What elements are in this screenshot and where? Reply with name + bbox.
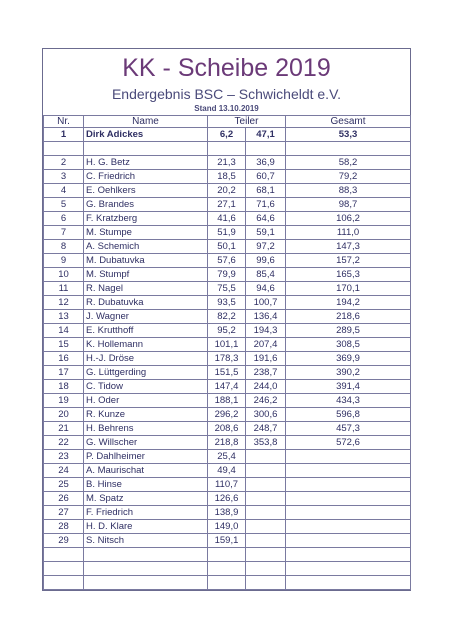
cell-teiler-2: 300,6 <box>246 408 286 422</box>
cell-teiler-2 <box>246 492 286 506</box>
cell-teiler-1: 57,6 <box>208 254 246 268</box>
table-row <box>44 268 411 282</box>
cell-teiler-1: 159,1 <box>208 534 246 548</box>
date-stand: Stand 13.10.2019 <box>194 104 259 113</box>
cell-teiler-1: 138,9 <box>208 506 246 520</box>
cell-teiler-2: 47,1 <box>246 128 286 142</box>
cell-teiler-2 <box>246 520 286 534</box>
cell-teiler-2: 99,6 <box>246 254 286 268</box>
cell-nr: 24 <box>44 464 84 478</box>
cell-nr: 4 <box>44 184 84 198</box>
cell-gesamt: 194,2 <box>286 296 411 310</box>
cell-nr: 16 <box>44 352 84 366</box>
empty-row <box>44 576 411 590</box>
cell-teiler-1: 75,5 <box>208 282 246 296</box>
cell-teiler-2: 136,4 <box>246 310 286 324</box>
cell-teiler-2 <box>246 478 286 492</box>
cell-teiler-2 <box>246 450 286 464</box>
cell-nr: 6 <box>44 212 84 226</box>
cell-gesamt: 111,0 <box>286 226 411 240</box>
cell-teiler-2: 71,6 <box>246 198 286 212</box>
cell-gesamt <box>286 520 411 534</box>
cell-gesamt <box>286 506 411 520</box>
cell-teiler-2: 60,7 <box>246 170 286 184</box>
table-row <box>44 534 411 548</box>
table-row <box>44 324 411 338</box>
cell-teiler-2: 97,2 <box>246 240 286 254</box>
cell-nr: 3 <box>44 170 84 184</box>
table-row <box>44 366 411 380</box>
cell-teiler-2: 100,7 <box>246 296 286 310</box>
cell-gesamt: 391,4 <box>286 380 411 394</box>
table-row <box>44 296 411 310</box>
cell-nr: 2 <box>44 156 84 170</box>
cell-gesamt: 157,2 <box>286 254 411 268</box>
cell-nr: 5 <box>44 198 84 212</box>
table-row <box>44 310 411 324</box>
cell-gesamt: 106,2 <box>286 212 411 226</box>
table-row <box>44 240 411 254</box>
cell-nr: 14 <box>44 324 84 338</box>
cell-name: F. Kratzberg <box>84 212 208 226</box>
cell-teiler-2: 244,0 <box>246 380 286 394</box>
cell-teiler-1: 95,2 <box>208 324 246 338</box>
cell-gesamt <box>286 464 411 478</box>
cell-nr: 18 <box>44 380 84 394</box>
cell-gesamt: 58,2 <box>286 156 411 170</box>
cell-name: Dirk Adickes <box>84 128 208 142</box>
page-title: KK - Scheibe 2019 <box>122 54 331 82</box>
cell-teiler-2: 353,8 <box>246 436 286 450</box>
table-row <box>44 422 411 436</box>
cell-nr: 13 <box>44 310 84 324</box>
cell-nr: 20 <box>44 408 84 422</box>
cell-name: E. Krutthoff <box>84 324 208 338</box>
table-row <box>44 352 411 366</box>
cell-name: R. Dubatuvka <box>84 296 208 310</box>
cell-gesamt <box>286 450 411 464</box>
header-name: Name <box>84 116 208 128</box>
cell-gesamt: 572,6 <box>286 436 411 450</box>
header-teiler: Teiler <box>208 116 286 128</box>
cell-name: K. Hollemann <box>84 338 208 352</box>
cell-name: A. Maurischat <box>84 464 208 478</box>
cell-gesamt: 147,3 <box>286 240 411 254</box>
cell-nr: 22 <box>44 436 84 450</box>
cell-name: R. Kunze <box>84 408 208 422</box>
cell-teiler-1: 218,8 <box>208 436 246 450</box>
cell-teiler-2: 59,1 <box>246 226 286 240</box>
cell-teiler-1: 147,4 <box>208 380 246 394</box>
cell-gesamt: 596,8 <box>286 408 411 422</box>
cell-teiler-2: 246,2 <box>246 394 286 408</box>
table-row <box>44 226 411 240</box>
cell-gesamt: 53,3 <box>286 128 411 142</box>
cell-teiler-2 <box>246 464 286 478</box>
table-row <box>44 198 411 212</box>
cell-gesamt <box>286 534 411 548</box>
cell-name: M. Stumpf <box>84 268 208 282</box>
cell-nr: 29 <box>44 534 84 548</box>
cell-name: E. Oehlkers <box>84 184 208 198</box>
table-row <box>44 492 411 506</box>
cell-teiler-1: 6,2 <box>208 128 246 142</box>
cell-teiler-1: 110,7 <box>208 478 246 492</box>
cell-teiler-1: 20,2 <box>208 184 246 198</box>
cell-teiler-1: 25,4 <box>208 450 246 464</box>
cell-gesamt: 170,1 <box>286 282 411 296</box>
cell-teiler-1: 79,9 <box>208 268 246 282</box>
cell-name: J. Wagner <box>84 310 208 324</box>
cell-gesamt: 457,3 <box>286 422 411 436</box>
cell-name: A. Schemich <box>84 240 208 254</box>
winner-row <box>44 128 411 142</box>
cell-teiler-2: 36,9 <box>246 156 286 170</box>
results-table <box>43 115 411 590</box>
cell-name: H. Behrens <box>84 422 208 436</box>
table-row <box>44 156 411 170</box>
spacer-row <box>44 142 411 156</box>
cell-teiler-2: 248,7 <box>246 422 286 436</box>
cell-gesamt: 289,5 <box>286 324 411 338</box>
empty-row <box>44 548 411 562</box>
cell-name: F. Friedrich <box>84 506 208 520</box>
cell-nr: 21 <box>44 422 84 436</box>
cell-gesamt: 98,7 <box>286 198 411 212</box>
cell-teiler-2: 94,6 <box>246 282 286 296</box>
cell-teiler-1: 151,5 <box>208 366 246 380</box>
cell-nr: 17 <box>44 366 84 380</box>
cell-teiler-1: 93,5 <box>208 296 246 310</box>
cell-teiler-2: 207,4 <box>246 338 286 352</box>
header-gesamt: Gesamt <box>286 116 411 128</box>
results-sheet <box>42 48 411 591</box>
cell-teiler-1: 101,1 <box>208 338 246 352</box>
cell-teiler-2: 238,7 <box>246 366 286 380</box>
cell-nr: 25 <box>44 478 84 492</box>
cell-name: G. Brandes <box>84 198 208 212</box>
cell-nr: 7 <box>44 226 84 240</box>
cell-teiler-2: 85,4 <box>246 268 286 282</box>
table-row <box>44 520 411 534</box>
cell-name: M. Stumpe <box>84 226 208 240</box>
cell-teiler-2: 194,3 <box>246 324 286 338</box>
cell-name: H. Oder <box>84 394 208 408</box>
cell-nr: 1 <box>44 128 84 142</box>
cell-teiler-1: 126,6 <box>208 492 246 506</box>
table-row <box>44 184 411 198</box>
cell-teiler-1: 41,6 <box>208 212 246 226</box>
cell-nr: 28 <box>44 520 84 534</box>
cell-nr: 8 <box>44 240 84 254</box>
cell-nr: 19 <box>44 394 84 408</box>
header-nr: Nr. <box>44 116 84 128</box>
cell-name: H.-J. Dröse <box>84 352 208 366</box>
table-row <box>44 380 411 394</box>
cell-teiler-1: 82,2 <box>208 310 246 324</box>
table-row <box>44 464 411 478</box>
cell-teiler-1: 178,3 <box>208 352 246 366</box>
cell-teiler-2: 64,6 <box>246 212 286 226</box>
table-row <box>44 450 411 464</box>
cell-name: G. Willscher <box>84 436 208 450</box>
cell-teiler-1: 49,4 <box>208 464 246 478</box>
cell-nr: 27 <box>44 506 84 520</box>
cell-gesamt: 88,3 <box>286 184 411 198</box>
cell-teiler-1: 27,1 <box>208 198 246 212</box>
cell-teiler-1: 51,9 <box>208 226 246 240</box>
cell-nr: 11 <box>44 282 84 296</box>
cell-gesamt: 79,2 <box>286 170 411 184</box>
table-row <box>44 394 411 408</box>
cell-nr: 15 <box>44 338 84 352</box>
empty-row <box>44 562 411 576</box>
cell-teiler-1: 208,6 <box>208 422 246 436</box>
cell-name: M. Spatz <box>84 492 208 506</box>
table-row <box>44 254 411 268</box>
cell-nr: 26 <box>44 492 84 506</box>
cell-gesamt: 308,5 <box>286 338 411 352</box>
table-row <box>44 282 411 296</box>
table-row <box>44 478 411 492</box>
cell-teiler-1: 21,3 <box>208 156 246 170</box>
cell-gesamt: 390,2 <box>286 366 411 380</box>
cell-teiler-2 <box>246 506 286 520</box>
cell-nr: 10 <box>44 268 84 282</box>
cell-nr: 9 <box>44 254 84 268</box>
page-subtitle: Endergebnis BSC – Schwicheldt e.V. <box>111 86 342 102</box>
cell-nr: 23 <box>44 450 84 464</box>
cell-teiler-2 <box>246 534 286 548</box>
cell-teiler-1: 18,5 <box>208 170 246 184</box>
cell-nr: 12 <box>44 296 84 310</box>
table-header-row <box>44 116 411 128</box>
cell-teiler-2: 191,6 <box>246 352 286 366</box>
table-row <box>44 212 411 226</box>
cell-teiler-1: 296,2 <box>208 408 246 422</box>
table-row <box>44 338 411 352</box>
cell-gesamt <box>286 478 411 492</box>
table-row <box>44 170 411 184</box>
cell-name: M. Dubatuvka <box>84 254 208 268</box>
cell-name: P. Dahlheimer <box>84 450 208 464</box>
table-row <box>44 436 411 450</box>
cell-gesamt: 218,6 <box>286 310 411 324</box>
cell-name: C. Tidow <box>84 380 208 394</box>
cell-teiler-1: 50,1 <box>208 240 246 254</box>
cell-name: H. G. Betz <box>84 156 208 170</box>
cell-name: R. Nagel <box>84 282 208 296</box>
cell-name: S. Nitsch <box>84 534 208 548</box>
cell-name: B. Hinse <box>84 478 208 492</box>
cell-gesamt: 369,9 <box>286 352 411 366</box>
cell-gesamt <box>286 492 411 506</box>
table-row <box>44 506 411 520</box>
cell-gesamt: 434,3 <box>286 394 411 408</box>
cell-teiler-2: 68,1 <box>246 184 286 198</box>
table-row <box>44 408 411 422</box>
cell-teiler-1: 149,0 <box>208 520 246 534</box>
cell-name: C. Friedrich <box>84 170 208 184</box>
cell-gesamt: 165,3 <box>286 268 411 282</box>
cell-name: G. Lüttgerding <box>84 366 208 380</box>
cell-teiler-1: 188,1 <box>208 394 246 408</box>
cell-name: H. D. Klare <box>84 520 208 534</box>
